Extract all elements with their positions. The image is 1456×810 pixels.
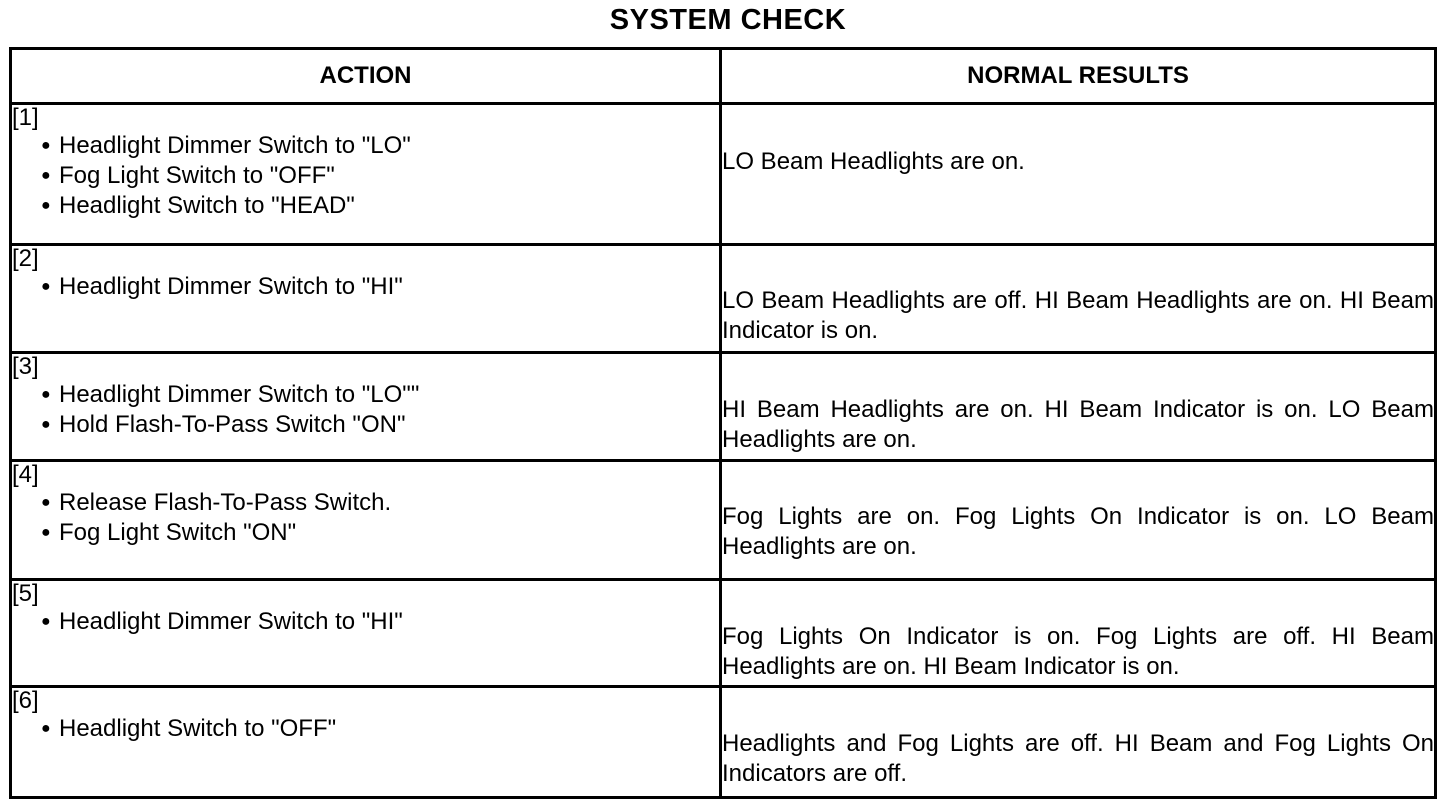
result-text: LO Beam Headlights are on.: [722, 148, 1025, 175]
result-cell: [721, 245, 1436, 353]
column-header-normal-results: NORMAL RESULTS: [721, 49, 1436, 104]
list-item: [41, 131, 719, 161]
bullet-icon: ●: [41, 416, 51, 433]
result-cell: [721, 461, 1436, 580]
bullet-icon: ●: [41, 494, 51, 511]
action-text: Fog Light Switch to "OFF": [59, 162, 335, 189]
result-text: Fog Lights are on. Fog Lights On Indicator is on. LO Beam Headlights are on.: [722, 503, 1434, 560]
action-text: Headlight Switch to "OFF": [59, 715, 337, 742]
result-cell: [721, 104, 1436, 245]
list-item: [41, 410, 719, 440]
list-item: [41, 380, 719, 410]
bullet-icon: ●: [41, 386, 51, 403]
result-cell: [721, 580, 1436, 687]
list-item: [41, 488, 719, 518]
step-number: [1]: [12, 104, 39, 131]
step-number: [3]: [12, 353, 39, 380]
result-cell: [721, 687, 1436, 798]
action-cell: [11, 687, 721, 798]
bullet-icon: ●: [41, 137, 51, 154]
bullet-icon: ●: [41, 167, 51, 184]
bullet-icon: ●: [41, 720, 51, 737]
action-text: Headlight Dimmer Switch to "LO"": [59, 381, 420, 408]
step-number: [5]: [12, 580, 39, 607]
table-row: [11, 245, 1436, 353]
result-text: HI Beam Headlights are on. HI Beam Indicator is on. LO Beam Headlights are on.: [722, 396, 1434, 453]
action-list: [12, 131, 719, 221]
result-cell: [721, 353, 1436, 461]
action-text: Headlight Dimmer Switch to "HI": [59, 273, 403, 300]
result-text: LO Beam Headlights are off. HI Beam Headlights are on. HI Beam Indicator is on.: [722, 287, 1434, 344]
list-item: [41, 191, 719, 221]
list-item: [41, 607, 719, 637]
bullet-icon: ●: [41, 197, 51, 214]
action-list: [12, 607, 719, 637]
result-text: Headlights and Fog Lights are off. HI Beam and Fog Lights On Indicators are off.: [722, 730, 1434, 787]
table-header-row: [11, 49, 1436, 104]
table-row: [11, 461, 1436, 580]
result-text: Fog Lights On Indicator is on. Fog Lights are off. HI Beam Headlights are on. HI Beam Indicator is on.: [722, 623, 1434, 680]
list-item: [41, 272, 719, 302]
action-text: Fog Light Switch "ON": [59, 519, 297, 546]
table-row: [11, 104, 1436, 245]
action-text: Headlight Dimmer Switch to "LO": [59, 132, 411, 159]
action-cell: [11, 580, 721, 687]
list-item: [41, 518, 719, 548]
table-row: [11, 580, 1436, 687]
action-text: Headlight Switch to "HEAD": [59, 192, 355, 219]
system-check-table: [9, 47, 1437, 799]
action-text: Hold Flash-To-Pass Switch "ON": [59, 411, 406, 438]
step-number: [6]: [12, 687, 39, 714]
action-cell: [11, 461, 721, 580]
table-row: [11, 353, 1436, 461]
column-header-action: ACTION: [11, 49, 721, 104]
step-number: [4]: [12, 461, 39, 488]
action-cell: [11, 104, 721, 245]
action-list: [12, 380, 719, 440]
table-row: [11, 687, 1436, 798]
action-text: Headlight Dimmer Switch to "HI": [59, 608, 403, 635]
bullet-icon: ●: [41, 613, 51, 630]
list-item: [41, 714, 719, 744]
action-list: [12, 272, 719, 302]
action-cell: [11, 353, 721, 461]
page-title: SYSTEM CHECK: [609, 4, 847, 36]
step-number: [2]: [12, 245, 39, 272]
list-item: [41, 161, 719, 191]
bullet-icon: ●: [41, 278, 51, 295]
action-text: Release Flash-To-Pass Switch.: [59, 489, 392, 516]
action-list: [12, 488, 719, 548]
action-cell: [11, 245, 721, 353]
action-list: [12, 714, 719, 744]
bullet-icon: ●: [41, 524, 51, 541]
